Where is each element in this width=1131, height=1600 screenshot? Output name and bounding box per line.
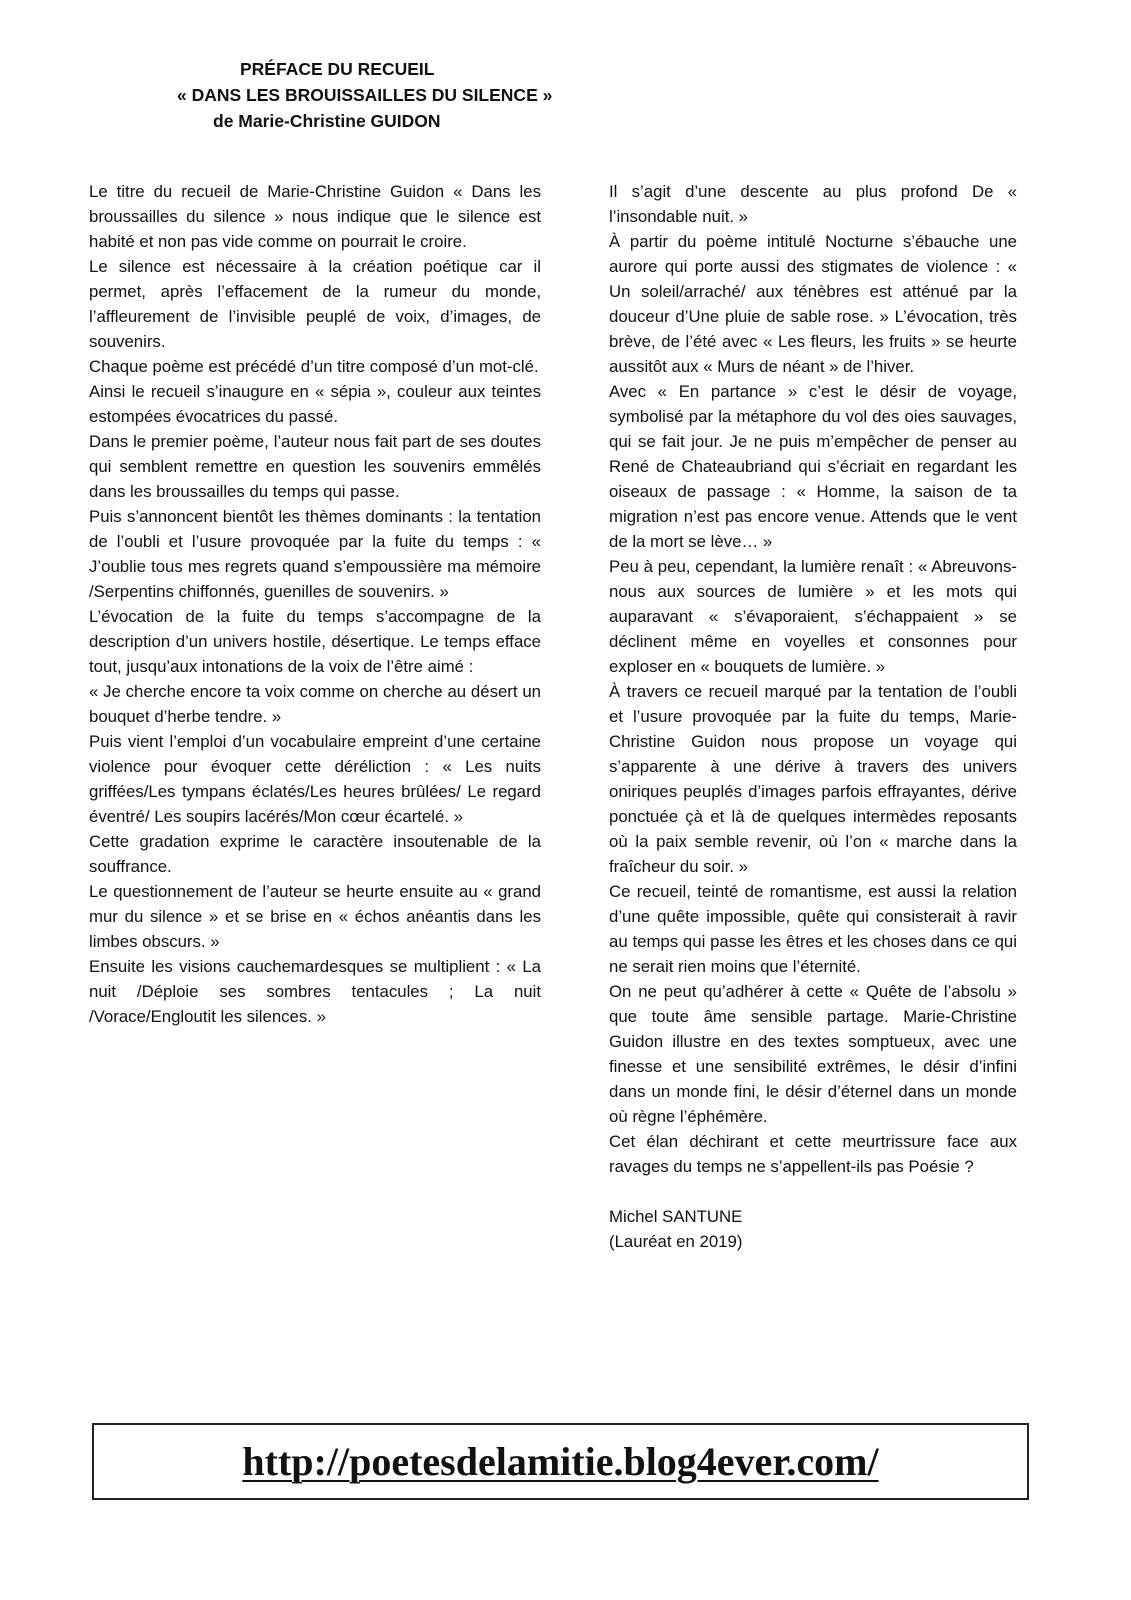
title-line-1: PRÉFACE DU RECUEIL bbox=[240, 59, 435, 79]
left-column bbox=[89, 179, 541, 1029]
paragraph: Cette gradation exprime le caractère insoutenable de la souffrance. bbox=[89, 832, 541, 876]
paragraph: Ce recueil, teinté de romantisme, est aussi la relation d’une quête impossible, quête qui consisterait à ravir au temps qui passe les êtres et les choses dans ce qui ne serait rien moins que l’éternité. bbox=[609, 882, 1017, 976]
paragraph: Ensuite les visions cauchemardesques se multiplient : « La nuit /Déploie ses sombres tentacules ; La nuit /Vorace/Engloutit les silences. » bbox=[89, 957, 541, 1026]
paragraph: Dans le premier poème, l’auteur nous fait part de ses doutes qui semblent remettre en question les souvenirs emmêlés dans les broussailles du temps qui passe. bbox=[89, 432, 541, 501]
title-line-3: de Marie-Christine GUIDON bbox=[213, 111, 441, 131]
paragraph: À partir du poème intitulé Nocturne s’ébauche une aurore qui porte aussi des stigmates de violence : « Un soleil/arraché/ aux ténèbres est atténué par la douceur d’Une pluie de sable rose. » L’évocation, très brève, de l’été avec « Les fleurs, les fruits » se heurte aussitôt aux « Murs de néant » de l’hiver. bbox=[609, 232, 1017, 376]
paragraph: Ainsi le recueil s’inaugure en « sépia », couleur aux teintes estompées évocatrices du passé. bbox=[89, 382, 541, 426]
signature-name: Michel SANTUNE bbox=[609, 1207, 743, 1226]
paragraph: L’évocation de la fuite du temps s’accompagne de la description d’un univers hostile, désertique. Le temps efface tout, jusqu’aux intonations de la voix de l’être aimé : bbox=[89, 607, 541, 676]
signature-note: (Lauréat en 2019) bbox=[609, 1232, 743, 1251]
right-column bbox=[609, 179, 1017, 1254]
title-line-2: « DANS LES BROUISSAILLES DU SILENCE » bbox=[177, 85, 553, 105]
preface-title bbox=[177, 56, 553, 134]
paragraph: Le titre du recueil de Marie-Christine Guidon « Dans les broussailles du silence » nous indique que le silence est habité et non pas vide comme on pourrait le croire. bbox=[89, 182, 541, 251]
paragraph: Le silence est nécessaire à la création poétique car il permet, après l’effacement de la rumeur du monde, l’affleurement de l’invisible peuplé de voix, d’images, de souvenirs. bbox=[89, 257, 541, 351]
paragraph: Le questionnement de l’auteur se heurte ensuite au « grand mur du silence » et se brise en « échos anéantis dans les limbes obscurs. » bbox=[89, 882, 541, 951]
paragraph: On ne peut qu’adhérer à cette « Quête de l’absolu » que toute âme sensible partage. Marie-Christine Guidon illustre en des textes somptueux, avec une finesse et une sensibilité extrêmes, le désir d’infini dans un monde fini, le désir d’éternel dans un monde où règne l’éphémère. bbox=[609, 982, 1017, 1126]
footer-url-box bbox=[92, 1423, 1029, 1500]
paragraph: Puis vient l’emploi d’un vocabulaire empreint d’une certaine violence pour évoquer cette déréliction : « Les nuits griffées/Les tympans éclatés/Les heures brûlées/ Le regard éventré/ Les soupirs lacérés/Mon cœur écartelé. » bbox=[89, 732, 541, 826]
paragraph: Il s’agit d’une descente au plus profond De « l’insondable nuit. » bbox=[609, 182, 1017, 226]
blog-url-link[interactable]: http://poetesdelamitie.blog4ever.com/ bbox=[242, 1439, 879, 1484]
paragraph: Puis s’annoncent bientôt les thèmes dominants : la tentation de l’oubli et l’usure provoquée par la fuite du temps : « J’oublie tous mes regrets quand s’empoussière ma mémoire /Serpentins chiffonnés, guenilles de souvenirs. » bbox=[89, 507, 541, 601]
paragraph: À travers ce recueil marqué par la tentation de l’oubli et l’usure provoquée par la fuite du temps, Marie-Christine Guidon nous propose un voyage qui s’apparente à une dérive à travers des univers oniriques peuplés d’images parfois effrayantes, dérive ponctuée çà et là de quelques intermèdes reposants où la paix semble revenir, où l’on « marche dans la fraîcheur du soir. » bbox=[609, 682, 1017, 876]
paragraph: Chaque poème est précédé d’un titre composé d’un mot-clé. bbox=[89, 357, 539, 376]
paragraph: Avec « En partance » c’est le désir de voyage, symbolisé par la métaphore du vol des oies sauvages, qui se fait jour. Je ne puis m’empêcher de penser au René de Chateaubriand qui s’écriait en regardant les oiseaux de passage : « Homme, la saison de ta migration n’est pas encore venue. Attends que le vent de la mort se lève… » bbox=[609, 382, 1017, 551]
paragraph: Peu à peu, cependant, la lumière renaît : « Abreuvons-nous aux sources de lumière » et les mots qui auparavant « s’évaporaient, s’échappaient » se déclinent même en voyelles et consonnes pour exploser en « bouquets de lumière. » bbox=[609, 557, 1017, 676]
paragraph: Cet élan déchirant et cette meurtrissure face aux ravages du temps ne s’appellent-ils pas Poésie ? bbox=[609, 1132, 1017, 1176]
paragraph: « Je cherche encore ta voix comme on cherche au désert un bouquet d’herbe tendre. » bbox=[89, 682, 541, 726]
